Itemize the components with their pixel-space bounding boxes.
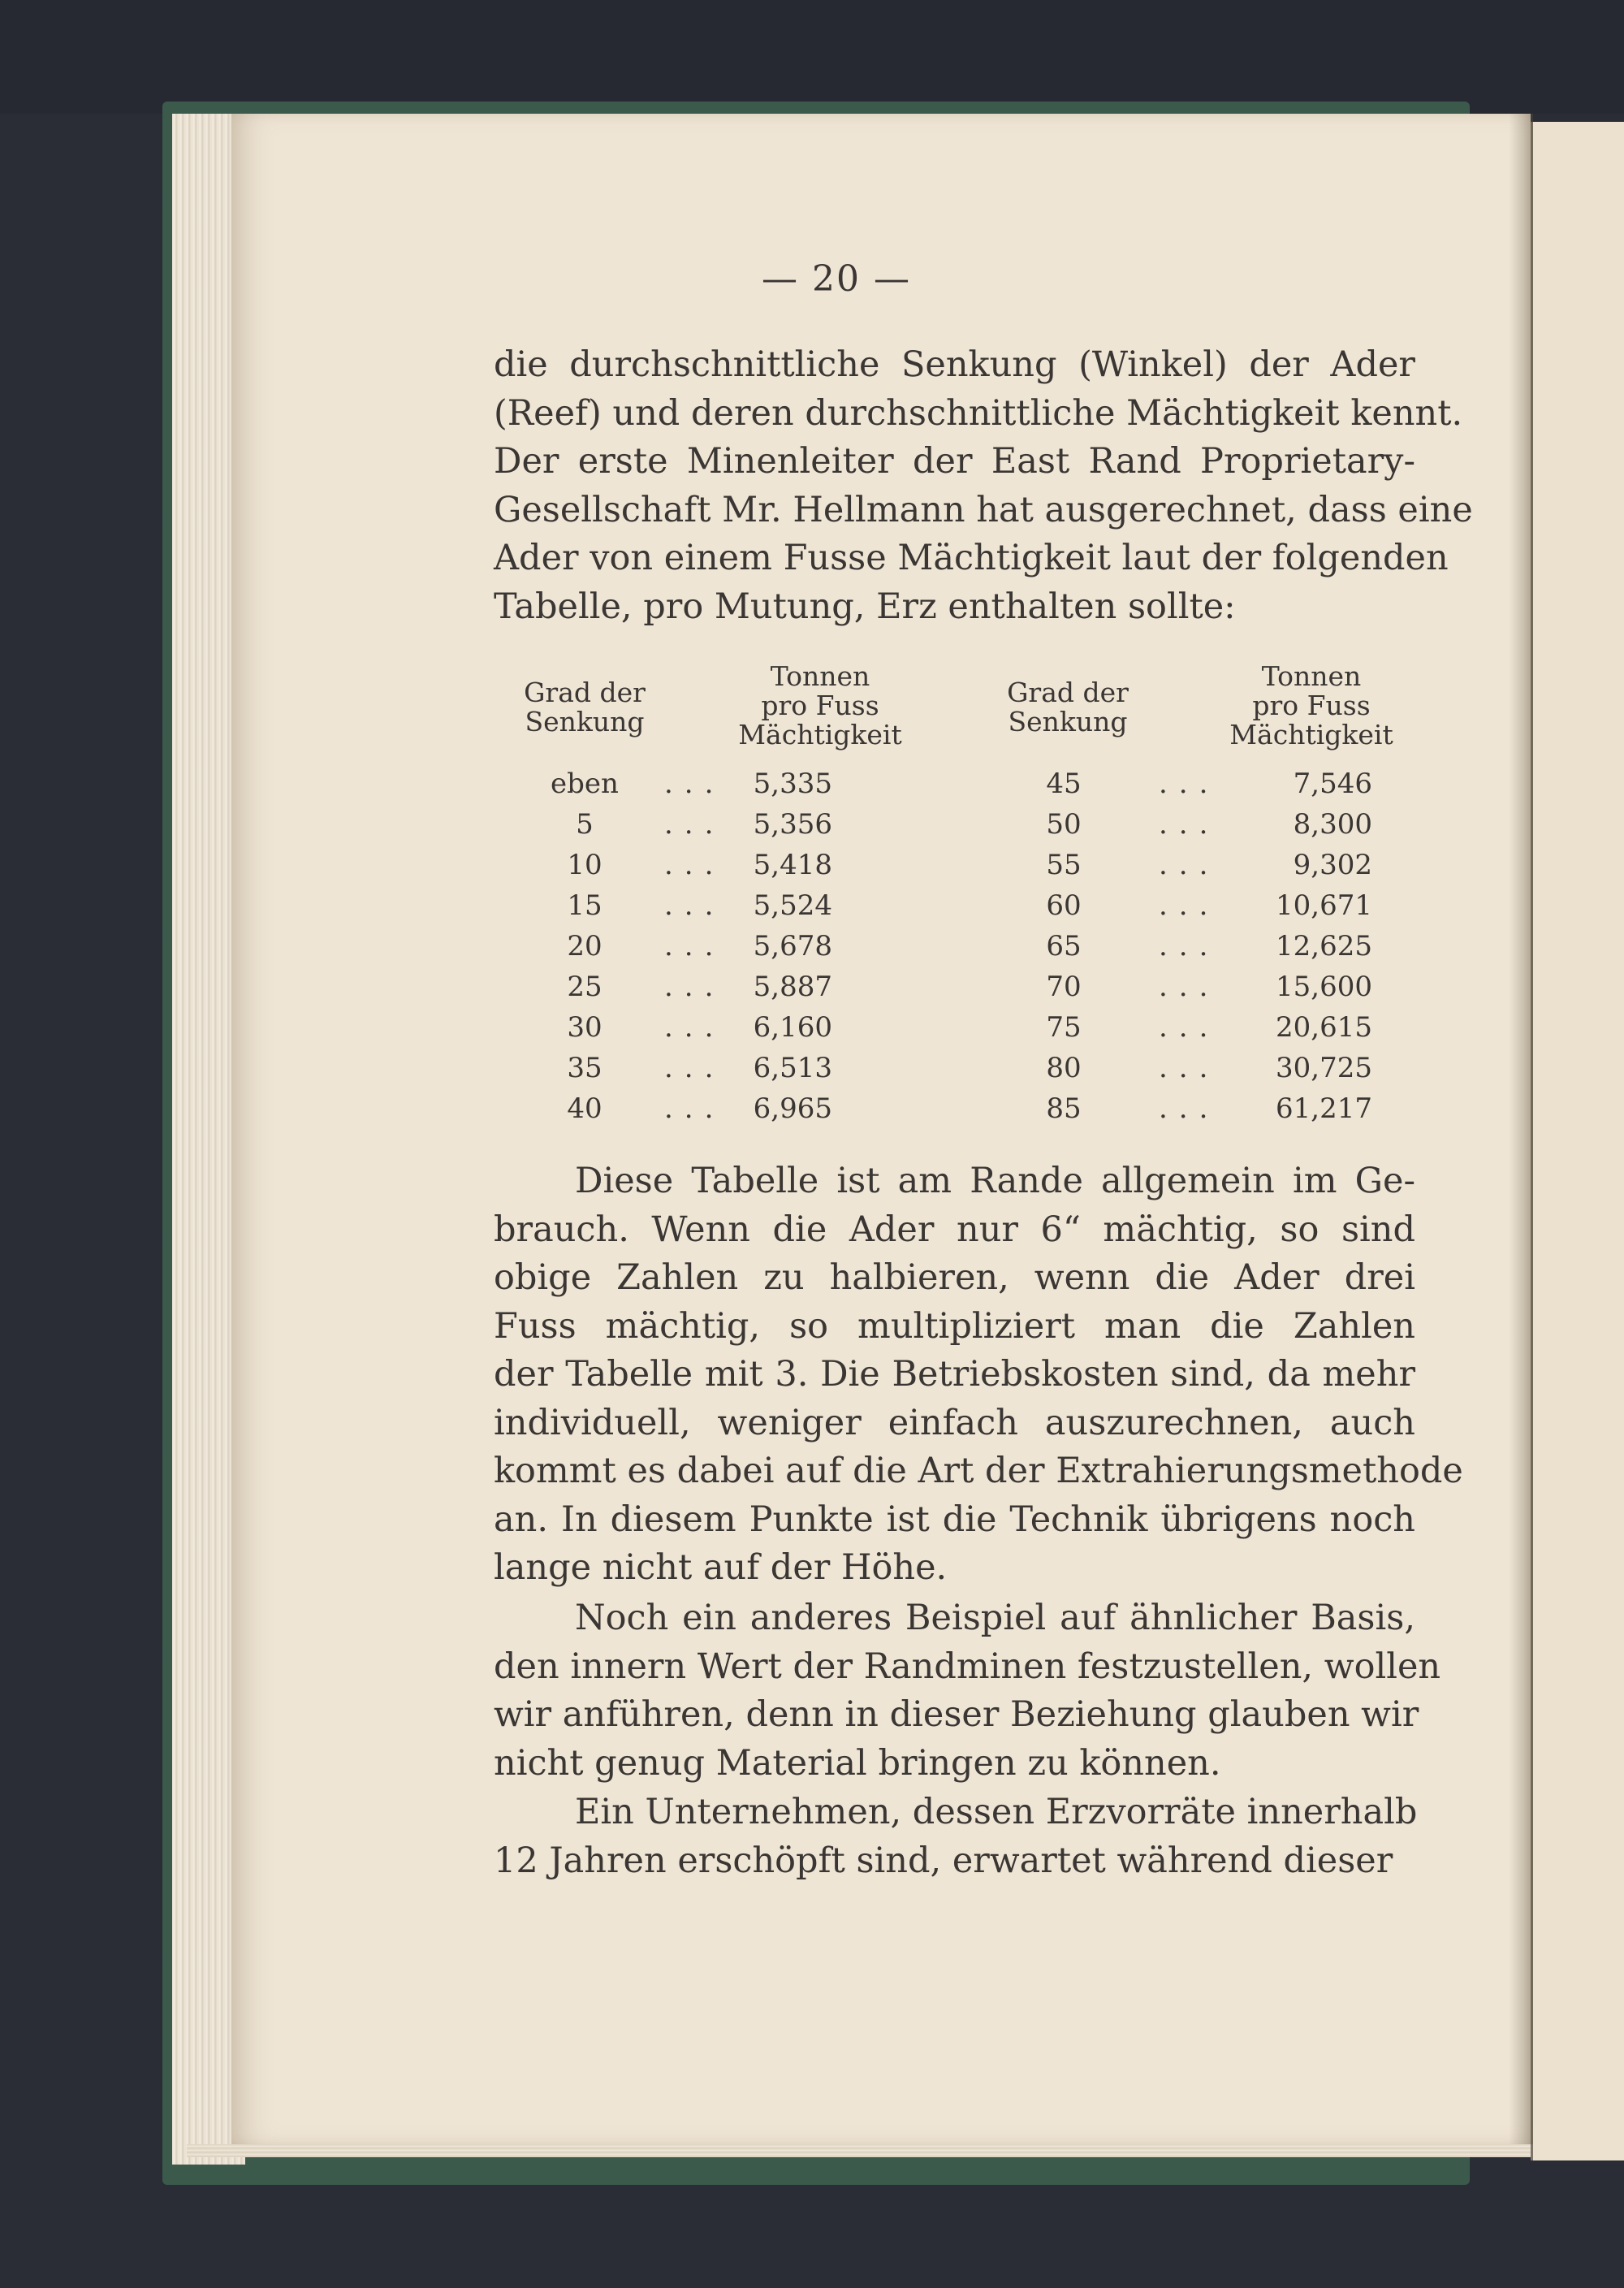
cell-grad-left: 25 bbox=[567, 971, 603, 1003]
leader-dots: ... bbox=[664, 1092, 725, 1125]
cell-grad-right: 50 bbox=[1046, 808, 1082, 841]
leader-dots: ... bbox=[1159, 1092, 1220, 1125]
cell-tonnen-left: 6,160 bbox=[753, 1011, 832, 1044]
leader-dots: ... bbox=[1159, 1052, 1220, 1084]
cell-grad-right: 85 bbox=[1046, 1092, 1082, 1125]
leader-dots: ... bbox=[1159, 889, 1220, 922]
text-line: Ein Unternehmen, dessen Erzvorräte innerhalb bbox=[575, 1792, 1418, 1832]
cell-grad-right: 55 bbox=[1046, 849, 1082, 881]
leader-dots: ... bbox=[1159, 808, 1220, 841]
cell-tonnen-right: 7,546 bbox=[1293, 768, 1372, 800]
leader-dots: ... bbox=[1159, 930, 1220, 962]
background-top bbox=[0, 0, 1624, 114]
text-line: brauch. Wenn die Ader nur 6“ mächtig, so sind bbox=[494, 1209, 1415, 1250]
text-line: obige Zahlen zu halbieren, wenn die Ader drei bbox=[494, 1257, 1415, 1298]
header-grad-right: Grad der Senkung bbox=[1007, 677, 1129, 737]
text-line: Gesellschaft Mr. Hellmann hat ausgerechnet, dass eine bbox=[494, 489, 1473, 530]
cell-tonnen-left: 5,524 bbox=[753, 889, 832, 922]
text-line: individuell, weniger einfach auszurechnen, auch bbox=[494, 1402, 1415, 1443]
cell-tonnen-right: 30,725 bbox=[1276, 1052, 1372, 1084]
text-line: der Tabelle mit 3. Die Betriebskosten sind, da mehr bbox=[494, 1354, 1415, 1395]
leader-dots: ... bbox=[1159, 971, 1220, 1003]
leader-dots: ... bbox=[664, 971, 725, 1003]
text-line: wir anführen, denn in dieser Beziehung glauben wir bbox=[494, 1694, 1419, 1735]
cell-tonnen-right: 15,600 bbox=[1276, 971, 1372, 1003]
table-row bbox=[520, 768, 1413, 808]
gutter-shadow bbox=[1509, 114, 1533, 2144]
cell-tonnen-left: 6,513 bbox=[753, 1052, 832, 1084]
cell-grad-right: 45 bbox=[1046, 768, 1082, 800]
text-line: (Reef) und deren durchschnittliche Mächtigkeit kennt. bbox=[494, 392, 1463, 434]
cell-grad-right: 80 bbox=[1046, 1052, 1082, 1084]
cell-tonnen-left: 5,335 bbox=[753, 768, 832, 800]
cell-tonnen-right: 9,302 bbox=[1293, 849, 1372, 881]
text-line: die durchschnittliche Senkung (Winkel) der Ader bbox=[494, 344, 1415, 385]
header-tonnen-right: Tonnen pro Fuss Mächtigkeit bbox=[1229, 660, 1393, 750]
text-line: lange nicht auf der Höhe. bbox=[494, 1547, 948, 1588]
cell-grad-right: 60 bbox=[1046, 889, 1082, 922]
table-row bbox=[520, 1011, 1413, 1052]
table-row bbox=[520, 1052, 1413, 1092]
cell-grad-left: 10 bbox=[567, 849, 603, 881]
cell-tonnen-left: 5,418 bbox=[753, 849, 832, 881]
cell-grad-left: 15 bbox=[567, 889, 603, 922]
cell-tonnen-right: 20,615 bbox=[1276, 1011, 1372, 1044]
leader-dots: ... bbox=[1159, 768, 1220, 800]
table-row bbox=[520, 1092, 1413, 1133]
cell-grad-left: 5 bbox=[576, 808, 594, 841]
page-number: — 20 — bbox=[762, 258, 911, 300]
text-line: Diese Tabelle ist am Rande allgemein im Ge- bbox=[575, 1161, 1415, 1201]
cell-tonnen-left: 5,356 bbox=[753, 808, 832, 841]
cell-grad-left: eben bbox=[551, 768, 619, 800]
paragraph-1 bbox=[494, 341, 1473, 631]
cell-grad-right: 75 bbox=[1046, 1011, 1082, 1044]
page-bottom-edges bbox=[187, 2144, 1531, 2157]
text-line: Tabelle, pro Mutung, Erz enthalten sollte: bbox=[494, 586, 1236, 627]
table-row bbox=[520, 808, 1413, 849]
cell-tonnen-left: 5,887 bbox=[753, 971, 832, 1003]
cell-grad-right: 70 bbox=[1046, 971, 1082, 1003]
table-row bbox=[520, 849, 1413, 889]
text-line: nicht genug Material bringen zu können. bbox=[494, 1742, 1221, 1784]
table-row bbox=[520, 971, 1413, 1011]
leader-dots: ... bbox=[664, 849, 725, 881]
paragraph-2 bbox=[494, 1157, 1463, 1593]
text-line: den innern Wert der Randminen festzustellen, wollen bbox=[494, 1646, 1441, 1687]
cell-grad-left: 35 bbox=[567, 1052, 603, 1084]
text-line: Fuss mächtig, so multipliziert man die Zahlen bbox=[494, 1305, 1415, 1347]
header-tonnen-left: Tonnen pro Fuss Mächtigkeit bbox=[738, 660, 902, 750]
cell-tonnen-left: 6,965 bbox=[753, 1092, 832, 1125]
text-line: 12 Jahren erschöpft sind, erwartet während dieser bbox=[494, 1840, 1393, 1881]
leader-dots: ... bbox=[664, 808, 725, 841]
table-row bbox=[520, 930, 1413, 971]
cell-grad-left: 20 bbox=[567, 930, 603, 962]
text-line: Ader von einem Fusse Mächtigkeit laut der folgenden bbox=[494, 538, 1449, 578]
header-grad-left: Grad der Senkung bbox=[524, 677, 646, 737]
next-page bbox=[1531, 122, 1624, 2160]
text-line: Der erste Minenleiter der East Rand Proprietary- bbox=[494, 441, 1415, 482]
cell-grad-left: 40 bbox=[567, 1092, 603, 1125]
text-line: an. In diesem Punkte ist die Technik übrigens noch bbox=[494, 1499, 1415, 1540]
paragraph-3 bbox=[494, 1594, 1441, 1788]
cell-tonnen-right: 8,300 bbox=[1293, 808, 1372, 841]
leader-dots: ... bbox=[664, 1052, 725, 1084]
leader-dots: ... bbox=[664, 768, 725, 800]
leader-dots: ... bbox=[1159, 849, 1220, 881]
paragraph-4 bbox=[494, 1788, 1418, 1885]
cell-grad-right: 65 bbox=[1046, 930, 1082, 962]
leader-dots: ... bbox=[664, 1011, 725, 1044]
cell-grad-left: 30 bbox=[567, 1011, 603, 1044]
cell-tonnen-left: 5,678 bbox=[753, 930, 832, 962]
leader-dots: ... bbox=[664, 930, 725, 962]
cell-tonnen-right: 10,671 bbox=[1276, 889, 1372, 922]
leader-dots: ... bbox=[664, 889, 725, 922]
cell-tonnen-right: 12,625 bbox=[1276, 930, 1372, 962]
cell-tonnen-right: 61,217 bbox=[1276, 1092, 1372, 1125]
text-line: kommt es dabei auf die Art der Extrahierungsmethode bbox=[494, 1451, 1463, 1491]
leader-dots: ... bbox=[1159, 1011, 1220, 1044]
text-line: Noch ein anderes Beispiel auf ähnlicher Basis, bbox=[575, 1598, 1415, 1638]
table-row bbox=[520, 889, 1413, 930]
